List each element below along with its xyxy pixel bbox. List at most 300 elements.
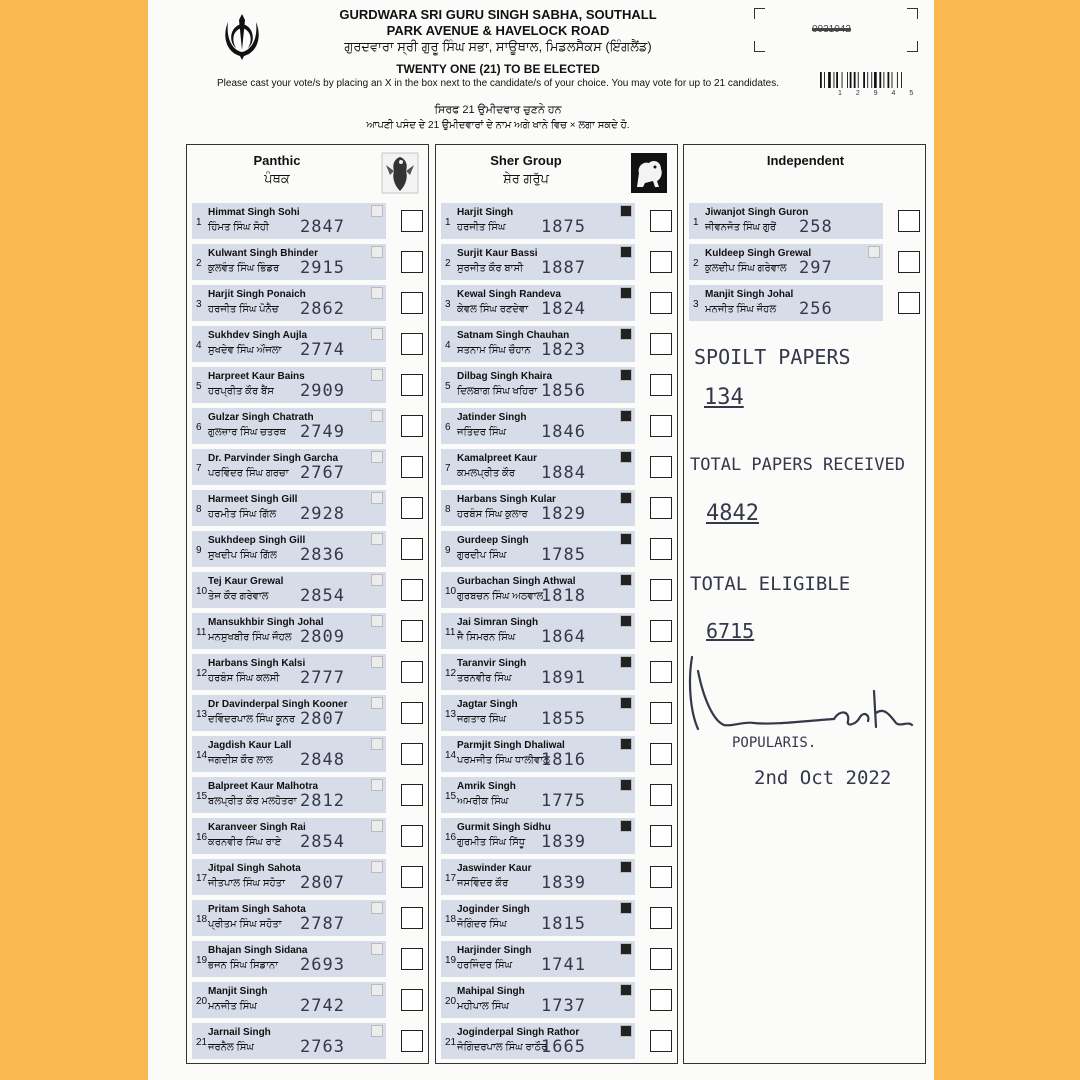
candidate-number: 6 (445, 422, 451, 433)
candidate-name-en: Mansukhbir Singh Johal (208, 617, 324, 628)
candidate-name-en: Gurdeep Singh (457, 535, 529, 546)
candidate-panel (441, 408, 635, 444)
candidate-name-pa: ਜੋਗਿੰਦਰਪਾਲ ਸਿੰਘ ਰਾਠੌਰ (457, 1042, 548, 1053)
vote-checkbox[interactable] (650, 251, 672, 273)
eagle-icon (371, 861, 383, 873)
candidate-row (441, 982, 676, 1018)
candidate-row (192, 531, 427, 567)
candidate-number: 16 (196, 832, 208, 843)
lion-icon (620, 984, 632, 996)
candidate-number: 21 (445, 1037, 457, 1048)
handwritten-vote-count: 1737 (541, 996, 586, 1016)
candidate-row (441, 449, 676, 485)
candidate-number: 3 (445, 299, 451, 310)
vote-checkbox[interactable] (401, 1030, 423, 1052)
column-panthic (186, 144, 429, 1064)
candidate-name-en: Jaswinder Kaur (457, 863, 532, 874)
candidate-name-pa: ਹਰਪ੍ਰੀਤ ਕੌਰ ਬੈਂਸ (208, 386, 274, 397)
handwritten-vote-count: 297 (799, 258, 833, 278)
header-title: GURDWARA SRI GURU SINGH SABHA, SOUTHALL (339, 7, 657, 22)
candidate-name-pa: ਹਰਬੰਸ ਸਿੰਘ ਕਲਸੀ (208, 673, 280, 684)
candidate-name-pa: ਜਰਨੈਲ ਸਿੰਘ (208, 1042, 254, 1053)
candidate-panel (441, 285, 635, 321)
lion-icon (620, 943, 632, 955)
candidate-panel (441, 203, 635, 239)
candidate-number: 14 (445, 750, 457, 761)
candidate-panel (441, 654, 635, 690)
vote-checkbox[interactable] (401, 948, 423, 970)
candidate-panel (689, 244, 883, 280)
lion-icon (620, 656, 632, 668)
candidate-name-en: Pritam Singh Sahota (208, 904, 306, 915)
column-title: Sher Group ਸ਼ੇਰ ਗਰੁੱਪ (490, 153, 562, 186)
candidate-name-pa: ਸੁਖਦੀਪ ਸਿੰਘ ਗਿੱਲ (208, 550, 277, 561)
eagle-icon (371, 943, 383, 955)
candidate-row (192, 654, 427, 690)
vote-checkbox[interactable] (898, 210, 920, 232)
candidate-name-pa: ਕਮਲਪ੍ਰੀਤ ਕੌਰ (457, 468, 516, 479)
candidate-name-en: Parmjit Singh Dhaliwal (457, 740, 565, 751)
handwritten-vote-count: 256 (799, 299, 833, 319)
candidate-number: 19 (445, 955, 457, 966)
spoilt-label: SPOILT PAPERS (694, 345, 851, 369)
handwritten-vote-count: 1846 (541, 422, 586, 442)
candidate-name-pa: ਜਗਤਾਰ ਸਿੰਘ (457, 714, 507, 725)
eagle-icon (371, 820, 383, 832)
vote-checkbox[interactable] (650, 292, 672, 314)
eagle-icon (371, 451, 383, 463)
handwritten-vote-count: 2915 (300, 258, 345, 278)
eligible-label: TOTAL ELIGIBLE (690, 573, 851, 595)
vote-checkbox[interactable] (650, 497, 672, 519)
vote-checkbox[interactable] (401, 661, 423, 683)
candidate-row (192, 490, 427, 526)
candidate-panel (441, 818, 635, 854)
candidate-name-pa: ਜੈ ਸਿਮਰਨ ਸਿੰਘ (457, 632, 516, 643)
handwritten-vote-count: 2809 (300, 627, 345, 647)
candidate-name-pa: ਜਸਵਿੰਦਰ ਕੌਰ (457, 878, 509, 889)
candidate-row (441, 777, 676, 813)
candidate-panel (192, 859, 386, 895)
candidate-panel (441, 695, 635, 731)
vote-checkbox[interactable] (401, 374, 423, 396)
candidate-row (441, 285, 676, 321)
candidate-row (192, 367, 427, 403)
candidate-name-pa: ਹਰਜੀਤ ਸਿੰਘ (457, 222, 506, 233)
candidate-panel (441, 326, 635, 362)
lion-icon (620, 615, 632, 627)
received-value: 4842 (706, 501, 759, 526)
candidate-name-pa: ਕੁਲਵੰਤ ਸਿੰਘ ਭਿੰਡਰ (208, 263, 280, 274)
candidate-name-pa: ਹਰਜਿੰਦਰ ਸਿੰਘ (457, 960, 513, 971)
vote-checkbox[interactable] (650, 743, 672, 765)
candidate-row (192, 613, 427, 649)
candidate-panel (441, 941, 635, 977)
vote-checkbox[interactable] (650, 784, 672, 806)
candidate-name-en: Gurbachan Singh Athwal (457, 576, 576, 587)
candidate-name-pa: ਪਰਵਿੰਦਰ ਸਿੰਘ ਗਰਚਾ (208, 468, 289, 479)
candidate-panel (192, 326, 386, 362)
candidate-name-pa: ਗੁਰਬਚਨ ਸਿੰਘ ਅਠਵਾਲ (457, 591, 544, 602)
vote-checkbox[interactable] (401, 702, 423, 724)
candidate-row (441, 736, 676, 772)
candidate-panel (192, 695, 386, 731)
candidate-number: 1 (693, 217, 699, 228)
candidate-number: 15 (196, 791, 208, 802)
candidate-name-en: Dr Davinderpal Singh Kooner (208, 699, 348, 710)
candidate-panel (441, 859, 635, 895)
handwritten-vote-count: 1839 (541, 873, 586, 893)
handwritten-vote-count: 2777 (300, 668, 345, 688)
lion-icon (620, 820, 632, 832)
candidate-panel (192, 285, 386, 321)
candidate-row (689, 244, 924, 280)
eagle-icon (371, 205, 383, 217)
candidate-number: 18 (445, 914, 457, 925)
candidate-number: 10 (196, 586, 208, 597)
handwritten-vote-count: 2928 (300, 504, 345, 524)
candidate-name-pa: ਮਨਜੀਤ ਸਿੰਘ ਜੌਹਲ (705, 304, 777, 315)
candidate-name-en: Jagtar Singh (457, 699, 518, 710)
candidate-panel (441, 244, 635, 280)
candidate-name-pa: ਕੇਵਲ ਸਿੰਘ ਰਣਦੇਵਾ (457, 304, 529, 315)
lion-icon (620, 328, 632, 340)
vote-checkbox[interactable] (650, 866, 672, 888)
candidate-number: 8 (445, 504, 451, 515)
candidate-name-en: Harpreet Kaur Bains (208, 371, 305, 382)
vote-checkbox[interactable] (650, 907, 672, 929)
candidate-name-en: Joginderpal Singh Rathor (457, 1027, 580, 1038)
candidate-name-pa: ਭਜਨ ਸਿੰਘ ਸਿਡਾਨਾ (208, 960, 279, 971)
eagle-icon (371, 287, 383, 299)
candidate-number: 20 (196, 996, 208, 1007)
candidate-panel (192, 900, 386, 936)
candidate-number: 3 (693, 299, 699, 310)
candidate-number: 16 (445, 832, 457, 843)
barcode-number: 1 2 9 4 5 (838, 90, 920, 97)
candidate-number: 2 (445, 258, 451, 269)
handwritten-vote-count: 2787 (300, 914, 345, 934)
vote-checkbox[interactable] (650, 825, 672, 847)
handwritten-vote-count: 2807 (300, 873, 345, 893)
candidate-number: 5 (445, 381, 451, 392)
handwritten-vote-count: 2767 (300, 463, 345, 483)
handwritten-vote-count: 1785 (541, 545, 586, 565)
candidate-name-pa: ਜਤਿੰਦਰ ਸਿੰਘ (457, 427, 507, 438)
vote-checkbox[interactable] (650, 333, 672, 355)
candidate-row (441, 244, 676, 280)
vote-checkbox[interactable] (401, 784, 423, 806)
candidate-row (441, 408, 676, 444)
eagle-icon (371, 328, 383, 340)
handwritten-vote-count: 1816 (541, 750, 586, 770)
candidate-row (441, 490, 676, 526)
eligible-value: 6715 (706, 619, 755, 643)
candidate-name-en: Joginder Singh (457, 904, 530, 915)
eagle-icon (371, 246, 383, 258)
received-label: TOTAL PAPERS RECEIVED (690, 455, 905, 475)
handwritten-vote-count: 1665 (541, 1037, 586, 1057)
candidate-name-pa: ਸਤਨਾਮ ਸਿੰਘ ਚੌਹਾਨ (457, 345, 531, 356)
candidate-row (441, 613, 676, 649)
candidate-name-pa: ਹਰਬੰਸ ਸਿੰਘ ਕੁਲਾਰ (457, 509, 528, 520)
candidate-name-en: Sukhdeep Singh Gill (208, 535, 306, 546)
candidate-name-en: Harbans Singh Kular (457, 494, 556, 505)
eagle-icon (371, 492, 383, 504)
handwritten-vote-count: 258 (799, 217, 833, 237)
candidate-name-pa: ਮਹੀਪਾਲ ਸਿੰਘ (457, 1001, 509, 1012)
candidate-number: 12 (196, 668, 208, 679)
candidate-panel (192, 982, 386, 1018)
candidate-panel (192, 408, 386, 444)
handwritten-vote-count: 1823 (541, 340, 586, 360)
candidate-panel (441, 736, 635, 772)
lion-icon (620, 697, 632, 709)
lion-icon (620, 1025, 632, 1037)
candidate-panel (441, 531, 635, 567)
candidate-number: 21 (196, 1037, 208, 1048)
candidate-name-pa: ਗੁਰਦੀਪ ਸਿੰਘ (457, 550, 507, 561)
vote-checkbox[interactable] (401, 333, 423, 355)
candidate-row (192, 941, 427, 977)
candidate-number: 1 (196, 217, 202, 228)
vote-checkbox[interactable] (650, 456, 672, 478)
candidate-row (192, 900, 427, 936)
lion-icon (620, 451, 632, 463)
handwritten-vote-count: 1855 (541, 709, 586, 729)
vote-checkbox[interactable] (898, 292, 920, 314)
vote-checkbox[interactable] (650, 1030, 672, 1052)
candidate-number: 4 (196, 340, 202, 351)
candidate-panel (192, 572, 386, 608)
candidate-name-pa: ਜੀਵਨਜੋਤ ਸਿੰਘ ਗੁਰੋਂ (705, 222, 777, 233)
candidate-name-en: Dr. Parvinder Singh Garcha (208, 453, 339, 464)
candidate-panel (192, 777, 386, 813)
handwritten-vote-count: 1856 (541, 381, 586, 401)
candidate-number: 14 (196, 750, 208, 761)
lion-icon (620, 287, 632, 299)
candidate-panel (441, 490, 635, 526)
candidate-panel (192, 654, 386, 690)
candidate-panel (192, 449, 386, 485)
candidate-name-en: Jagdish Kaur Lall (208, 740, 292, 751)
signature-name: POPULARIS. (732, 735, 817, 751)
candidate-name-en: Gulzar Singh Chatrath (208, 412, 314, 423)
candidate-name-en: Harjit Singh Ponaich (208, 289, 306, 300)
handwritten-vote-count: 1824 (541, 299, 586, 319)
candidate-number: 8 (196, 504, 202, 515)
candidate-panel (192, 531, 386, 567)
candidate-panel (192, 244, 386, 280)
candidate-row (192, 859, 427, 895)
vote-checkbox[interactable] (650, 702, 672, 724)
candidate-panel (441, 777, 635, 813)
lion-icon (620, 779, 632, 791)
eagle-icon (371, 656, 383, 668)
handwritten-vote-count: 2807 (300, 709, 345, 729)
vote-checkbox[interactable] (401, 866, 423, 888)
candidate-name-en: Jitpal Singh Sahota (208, 863, 301, 874)
candidate-row (441, 859, 676, 895)
candidate-number: 3 (196, 299, 202, 310)
column-title: Independent (766, 153, 845, 168)
eagle-icon (371, 902, 383, 914)
candidate-name-pa: ਅਮਰੀਕ ਸਿੰਘ (457, 796, 509, 807)
handwritten-vote-count: 1818 (541, 586, 586, 606)
candidate-number: 7 (196, 463, 202, 474)
candidate-number: 9 (196, 545, 202, 556)
candidate-number: 17 (445, 873, 457, 884)
eagle-icon (371, 410, 383, 422)
candidate-row (192, 326, 427, 362)
lion-icon (620, 861, 632, 873)
candidate-name-pa: ਤਰਨਵੀਰ ਸਿੰਘ (457, 673, 512, 684)
lion-icon (620, 902, 632, 914)
handwritten-vote-count: 2862 (300, 299, 345, 319)
candidate-name-en: Balpreet Kaur Malhotra (208, 781, 319, 792)
candidate-name-en: Harbans Singh Kalsi (208, 658, 306, 669)
eagle-icon (371, 779, 383, 791)
handwritten-vote-count: 1741 (541, 955, 586, 975)
vote-checkbox[interactable] (650, 210, 672, 232)
vote-checkbox[interactable] (650, 579, 672, 601)
candidate-row (441, 326, 676, 362)
candidate-name-pa: ਪ੍ਰੀਤਮ ਸਿੰਘ ਸਹੋਤਾ (208, 919, 282, 930)
candidate-name-pa: ਹਰਮੀਤ ਸਿੰਘ ਗਿੱਲ (208, 509, 277, 520)
candidate-row (192, 736, 427, 772)
header-punjabi-instructions-2: ਆਪਣੀ ਪਸੰਦ ਦੇ 21 ਉਮੀਦਵਾਰਾਂ ਦੇ ਨਾਮ ਅਗੇ ਖਾਨੇ ਵਿਚ × ਲਗਾ ਸਕਦੇ ਹੋ. (366, 120, 630, 131)
candidate-panel (192, 941, 386, 977)
candidate-name-pa: ਮਨਸੁਖਬੀਰ ਸਿੰਘ ਜੌਹਲ (208, 632, 292, 643)
candidate-row (689, 285, 924, 321)
handwritten-vote-count: 2847 (300, 217, 345, 237)
candidate-panel (192, 367, 386, 403)
candidate-number: 20 (445, 996, 457, 1007)
candidate-name-en: Bhajan Singh Sidana (208, 945, 308, 956)
candidate-number: 4 (445, 340, 451, 351)
candidate-name-pa: ਹਰਜੀਤ ਸਿੰਘ ਪੋਨੈਚ (208, 304, 279, 315)
candidate-name-pa: ਕਰਨਵੀਰ ਸਿੰਘ ਰਾਏ (208, 837, 282, 848)
candidate-panel (441, 900, 635, 936)
vote-checkbox[interactable] (401, 251, 423, 273)
candidate-name-pa: ਦਵਿੰਦਰਪਾਲ ਸਿੰਘ ਕੂਨਰ (208, 714, 296, 725)
handwritten-vote-count: 1829 (541, 504, 586, 524)
candidate-name-en: Amrik Singh (457, 781, 516, 792)
candidate-panel (192, 490, 386, 526)
handwritten-vote-count: 2848 (300, 750, 345, 770)
vote-checkbox[interactable] (401, 989, 423, 1011)
candidate-row (192, 244, 427, 280)
candidate-number: 19 (196, 955, 208, 966)
handwritten-vote-count: 1839 (541, 832, 586, 852)
eagle-icon (371, 984, 383, 996)
vote-checkbox[interactable] (401, 456, 423, 478)
handwritten-vote-count: 2693 (300, 955, 345, 975)
eagle-icon (371, 574, 383, 586)
candidate-number: 2 (196, 258, 202, 269)
candidate-name-en: Dilbag Singh Khaira (457, 371, 553, 382)
candidate-number: 6 (196, 422, 202, 433)
candidate-name-en: Kewal Singh Randeva (457, 289, 561, 300)
lion-icon (620, 492, 632, 504)
vote-checkbox[interactable] (401, 415, 423, 437)
handwritten-vote-count: 2774 (300, 340, 345, 360)
lion-icon (620, 246, 632, 258)
vote-checkbox[interactable] (650, 948, 672, 970)
candidate-row (441, 654, 676, 690)
candidate-panel (192, 613, 386, 649)
candidate-panel (192, 736, 386, 772)
candidate-panel (689, 203, 883, 239)
vote-checkbox[interactable] (401, 292, 423, 314)
candidate-name-pa: ਜੀਤਪਾਲ ਸਿੰਘ ਸਹੋਤਾ (208, 878, 285, 889)
vote-checkbox[interactable] (401, 497, 423, 519)
candidate-panel (441, 367, 635, 403)
candidate-row (192, 777, 427, 813)
vote-checkbox[interactable] (401, 825, 423, 847)
header-elected: TWENTY ONE (21) TO BE ELECTED (396, 62, 600, 76)
lion-icon (620, 574, 632, 586)
vote-checkbox[interactable] (650, 989, 672, 1011)
candidate-name-pa: ਸੁਖਦੇਵ ਸਿੰਘ ਔਜਲਾ (208, 345, 282, 356)
barcode (820, 72, 930, 92)
vote-checkbox[interactable] (401, 620, 423, 642)
candidate-name-pa: ਜੋਗਿੰਦਰ ਸਿੰਘ (457, 919, 507, 930)
candidate-row (441, 900, 676, 936)
vote-checkbox[interactable] (401, 579, 423, 601)
handwritten-vote-count: 1864 (541, 627, 586, 647)
candidate-panel (441, 572, 635, 608)
vote-checkbox[interactable] (401, 538, 423, 560)
candidate-name-en: Jarnail Singh (208, 1027, 271, 1038)
eagle-icon (371, 533, 383, 545)
handwritten-vote-count: 2854 (300, 832, 345, 852)
candidate-name-pa: ਜਗਦੀਸ਼ ਕੌਰ ਲਾਲ (208, 755, 273, 766)
candidate-row (441, 695, 676, 731)
candidate-row (192, 695, 427, 731)
candidate-row (689, 203, 924, 239)
candidate-number: 13 (445, 709, 457, 720)
vote-checkbox[interactable] (401, 210, 423, 232)
candidate-number: 7 (445, 463, 451, 474)
header-instructions: Please cast your vote/s by placing an X in the box next to the candidate/s of your choice. You may vote for up to 21 candidates. (216, 78, 780, 89)
vote-checkbox[interactable] (898, 251, 920, 273)
vote-checkbox[interactable] (650, 415, 672, 437)
candidate-row (441, 367, 676, 403)
vote-checkbox[interactable] (650, 374, 672, 396)
hand-icon (868, 246, 880, 258)
candidate-name-en: Sukhdev Singh Aujla (208, 330, 308, 341)
vote-checkbox[interactable] (650, 620, 672, 642)
candidate-panel (441, 449, 635, 485)
vote-checkbox[interactable] (401, 907, 423, 929)
vote-checkbox[interactable] (650, 538, 672, 560)
signature (684, 651, 924, 741)
candidate-name-pa: ਤੇਜ ਕੌਰ ਗਰੇਵਾਲ (208, 591, 269, 602)
candidate-name-en: Harmeet Singh Gill (208, 494, 298, 505)
handwritten-vote-count: 1775 (541, 791, 586, 811)
candidate-name-en: Jatinder Singh (457, 412, 527, 423)
vote-checkbox[interactable] (650, 661, 672, 683)
handwritten-vote-count: 2812 (300, 791, 345, 811)
eagle-icon (380, 151, 420, 195)
candidate-name-en: Surjit Kaur Bassi (457, 248, 538, 259)
candidate-number: 1 (445, 217, 451, 228)
candidate-number: 9 (445, 545, 451, 556)
column-sher-group (435, 144, 678, 1064)
lion-icon (620, 369, 632, 381)
vote-checkbox[interactable] (401, 743, 423, 765)
